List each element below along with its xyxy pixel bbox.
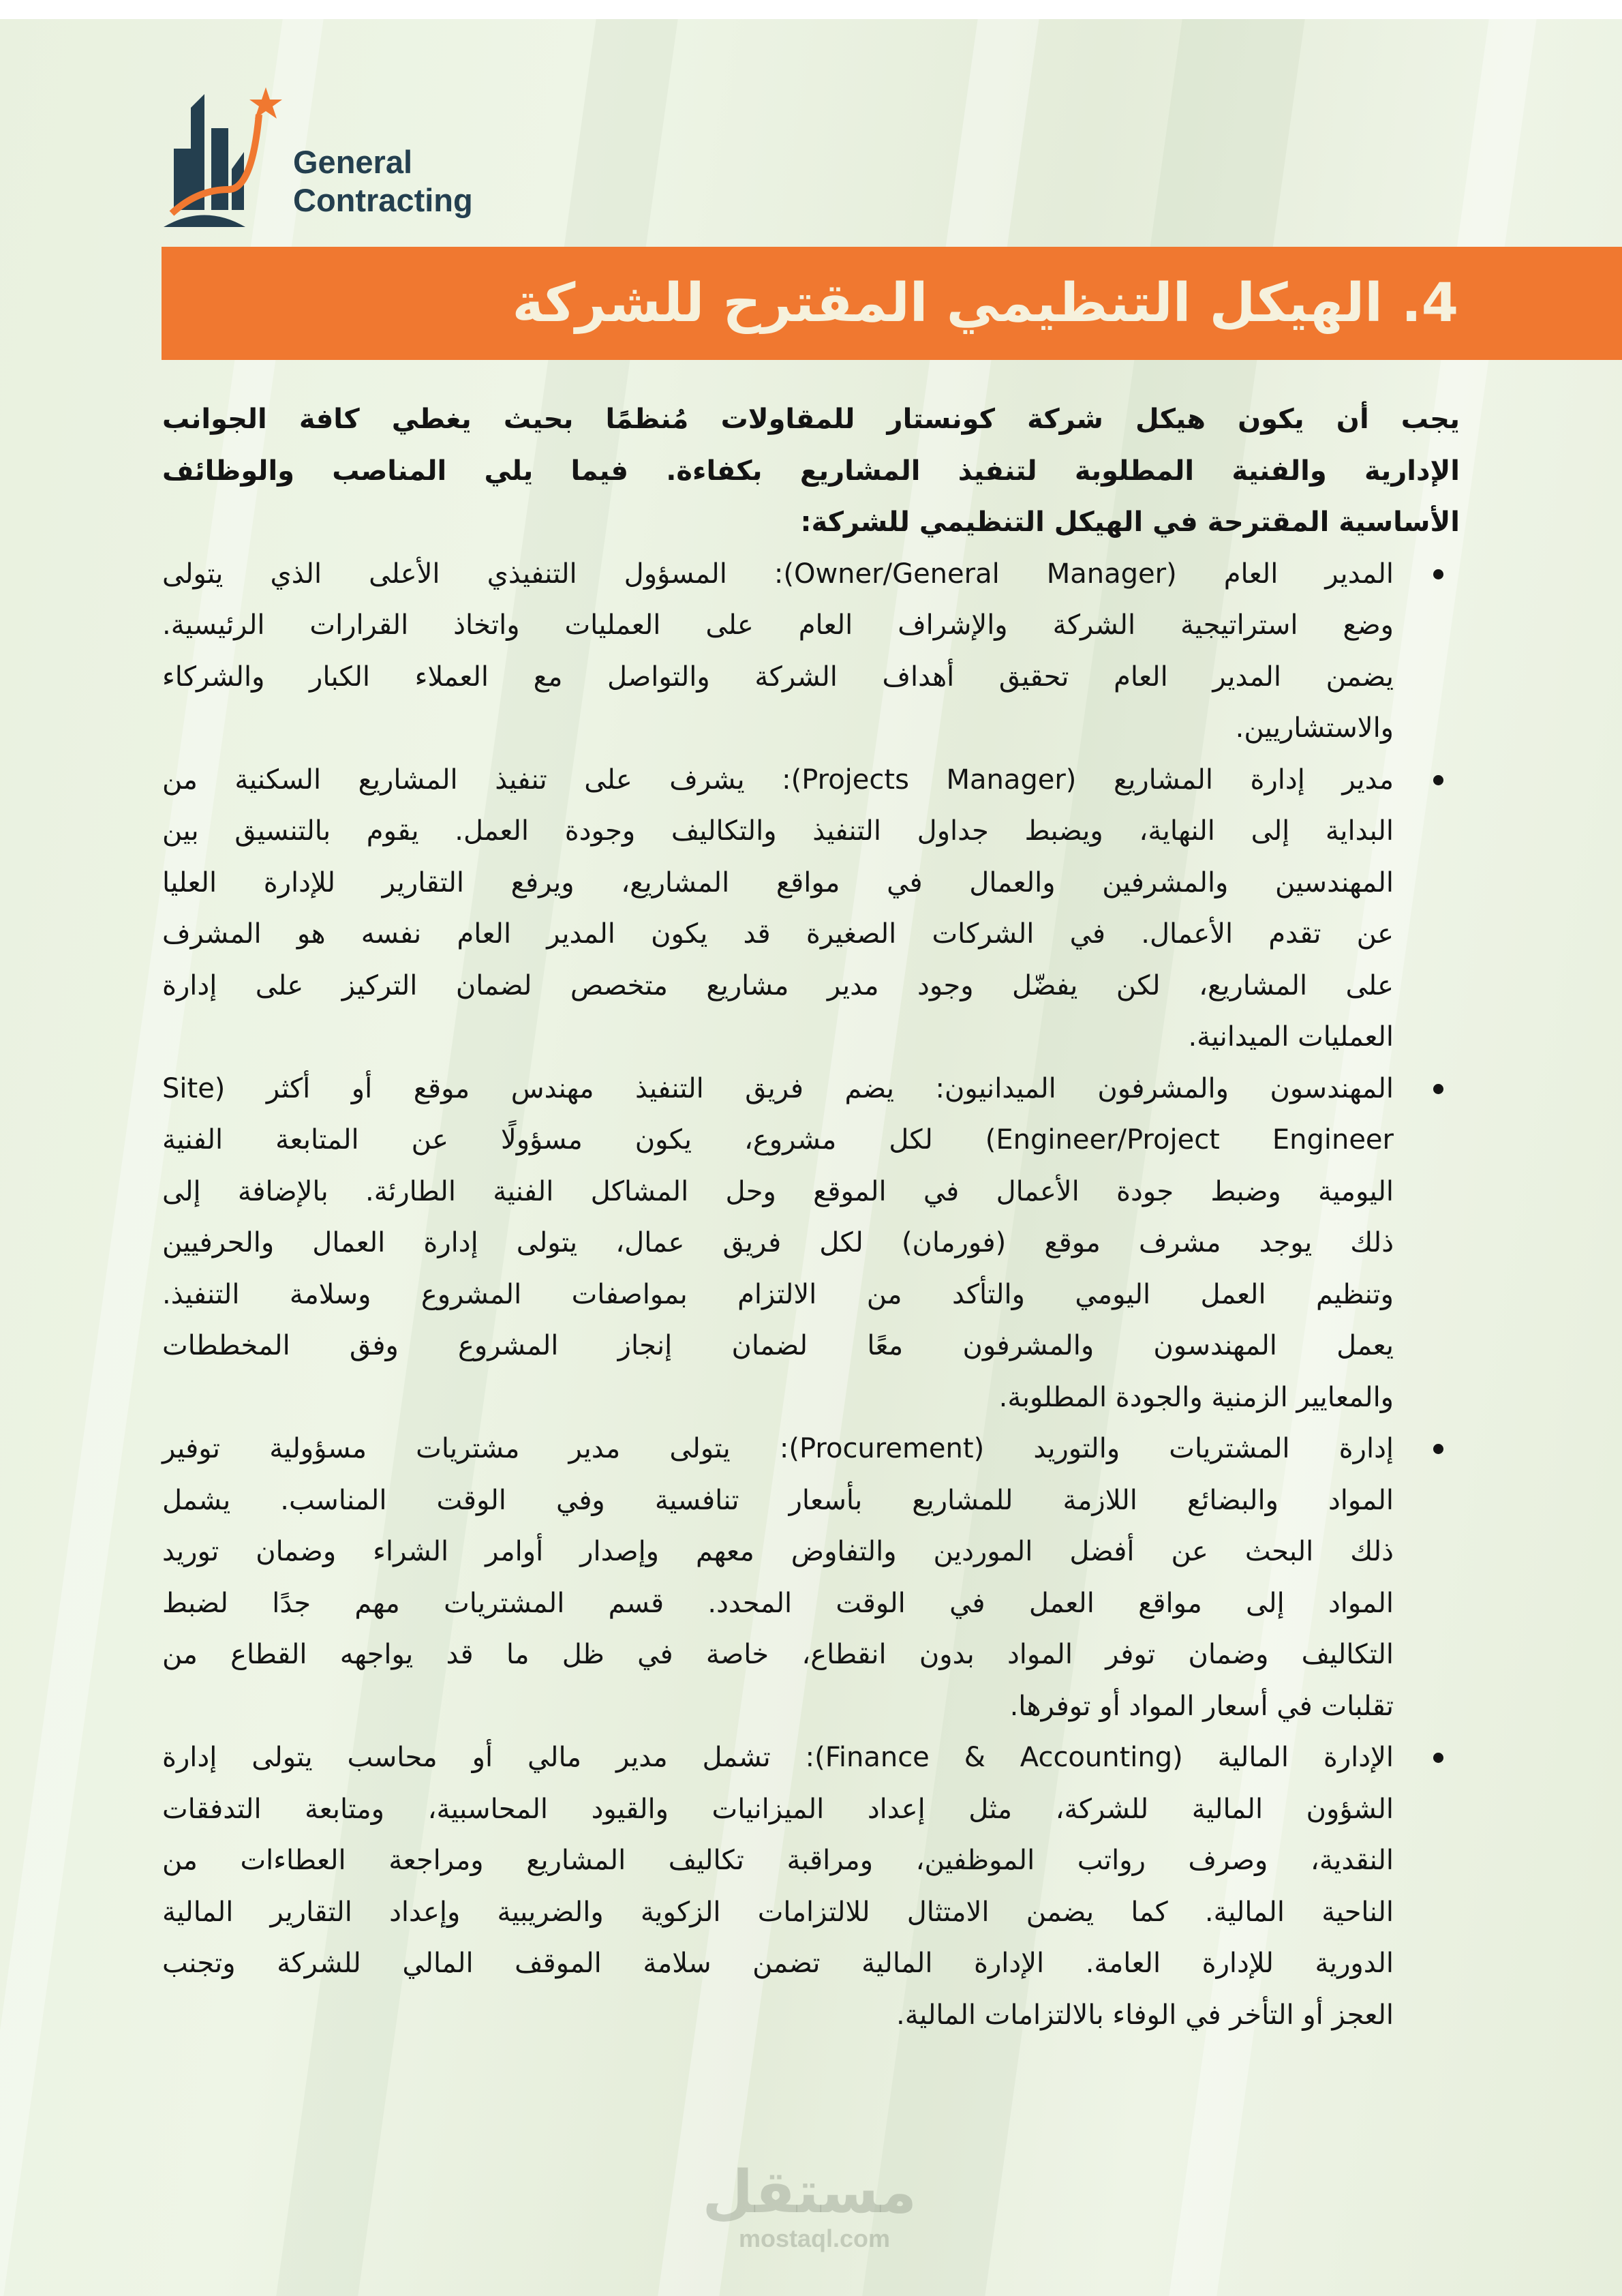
text-line: البداية إلى النهاية، ويضبط جداول التنفيذ والتكاليف وجودة العمل. يقوم بالتنسيق بين	[162, 815, 1394, 847]
building-logo-icon	[164, 87, 286, 230]
text-line: المواد والبضائع اللازمة للمشاريع بأسعار تنافسية وفي الوقت المناسب. يشمل	[162, 1484, 1394, 1516]
company-logo	[164, 87, 518, 230]
intro-paragraph	[162, 394, 1460, 549]
text-line: العجز أو التأخر في الوفاء بالالتزامات المالية.	[896, 1999, 1394, 2031]
text-line: اليومية وضبط جودة الأعمال في الموقع وحل المشاكل الفنية الطارئة. بالإضافة إلى	[162, 1175, 1394, 1207]
list-item	[162, 755, 1460, 1063]
bullet-icon	[1433, 1753, 1443, 1763]
bullet-icon	[1433, 1444, 1443, 1454]
list-item	[162, 1423, 1460, 1732]
text-line: النقدية، وصرف رواتب الموظفين، ومراقبة تكاليف المشاريع ومراجعة العطاءات من	[162, 1845, 1394, 1876]
text-line: الأساسية المقترحة في الهيكل التنظيمي للشركة:	[800, 507, 1460, 538]
text-line: Engineer/Project Engineer) لكل مشروع، يكون مسؤولًا عن المتابعة الفنية	[162, 1124, 1394, 1155]
watermark	[702, 2158, 917, 2252]
bullet-icon	[1433, 1084, 1443, 1094]
text-line: عن تقدم الأعمال. في الشركات الصغيرة قد يكون المدير العام نفسه هو المشرف	[162, 918, 1394, 950]
text-line: والاستشاريين.	[1235, 712, 1394, 744]
bullet-icon	[1433, 569, 1443, 579]
text-line: الناحية المالية. كما يضمن الامتثال للالتزامات الزكوية والضريبية وإعداد التقارير المالية	[162, 1896, 1394, 1928]
text-line: يعمل المهندسون والمشرفون معًا لضمان إنجاز المشروع وفق المخططات	[162, 1330, 1394, 1361]
text-line: ذلك البحث عن أفضل الموردين والتفاوض معهم وإصدار أوامر الشراء وضمان توريد	[162, 1536, 1394, 1567]
list-item	[162, 1732, 1460, 2041]
text-line: المهندسين والمشرفين والعمال في مواقع المشاريع، ويرفع التقارير للإدارة العليا	[162, 866, 1394, 898]
text-line: الإدارية والفنية المطلوبة لتنفيذ المشاريع بكفاءة. فيما يلي المناصب والوظائف	[162, 455, 1460, 487]
text-line: ذلك يوجد مشرف موقع (فورمان) لكل فريق عمال، يتولى إدارة العمال والحرفيين	[162, 1227, 1394, 1258]
text-line: المواد إلى مواقع العمل في الوقت المحدد. قسم المشتريات مهم جدًا لضبط	[162, 1587, 1394, 1619]
document-body	[162, 394, 1460, 2041]
logo-line-1: General	[293, 144, 413, 180]
logo-line-2: Contracting	[293, 182, 473, 218]
text-line: التكاليف وضمان توفر المواد بدون انقطاع، خاصة في ظل ما قد يواجهه القطاع من	[162, 1639, 1394, 1670]
bullet-list	[162, 549, 1460, 2042]
bullet-icon	[1433, 775, 1443, 785]
text-line: المدير العام (Owner/General Manager): المسؤول التنفيذي الأعلى الذي يتولى	[162, 558, 1394, 590]
text-line: الدورية للإدارة العامة. الإدارة المالية تضمن سلامة الموقف المالي للشركة وتجنب	[162, 1948, 1394, 1979]
list-item	[162, 1063, 1460, 1424]
text-line: يضمن المدير العام تحقيق أهداف الشركة والتواصل مع العملاء الكبار والشركاء	[162, 661, 1394, 693]
watermark-arabic: مستقل	[702, 2158, 917, 2226]
section-banner	[162, 247, 1622, 360]
list-item	[162, 549, 1460, 755]
text-line: الإدارة المالية (Finance & Accounting): تشمل مدير مالي أو محاسب يتولى إدارة	[162, 1742, 1394, 1773]
text-line: تقلبات في أسعار المواد أو توفرها.	[1009, 1690, 1394, 1722]
text-line: المهندسون والمشرفون الميدانيون: يضم فريق التنفيذ مهندس موقع أو أكثر (Site	[162, 1072, 1394, 1104]
text-line: وتنظيم العمل اليومي والتأكد من الالتزام بمواصفات المشروع وسلامة التنفيذ.	[162, 1278, 1394, 1310]
document-page	[0, 19, 1622, 2296]
text-line: الشؤون المالية للشركة، مثل إعداد الميزانيات والقيود المحاسبية، ومتابعة التدفقات	[162, 1793, 1394, 1825]
text-line: على المشاريع، لكن يفضّل وجود مدير مشاريع متخصص لضمان التركيز على إدارة	[162, 969, 1394, 1001]
text-line: والمعايير الزمنية والجودة المطلوبة.	[998, 1381, 1394, 1413]
text-line: إدارة المشتريات والتوريد (Procurement): يتولى مدير مشتريات مسؤولية توفير	[162, 1433, 1394, 1464]
text-line: مدير إدارة المشاريع (Projects Manager): يشرف على تنفيذ المشاريع السكنية من	[162, 764, 1394, 796]
logo-wordmark	[293, 143, 473, 220]
text-line: يجب أن يكون هيكل شركة كونستار للمقاولات مُنظمًا بحيث يغطي كافة الجوانب	[162, 404, 1460, 435]
text-line: وضع استراتيجية الشركة والإشراف العام على العمليات واتخاذ القرارات الرئيسية.	[162, 609, 1394, 641]
watermark-latin: mostaql.com	[738, 2224, 891, 2252]
text-line: العمليات الميدانية.	[1188, 1021, 1394, 1053]
section-title: 4. الهيكل التنظيمي المقترح للشركة	[512, 273, 1458, 334]
